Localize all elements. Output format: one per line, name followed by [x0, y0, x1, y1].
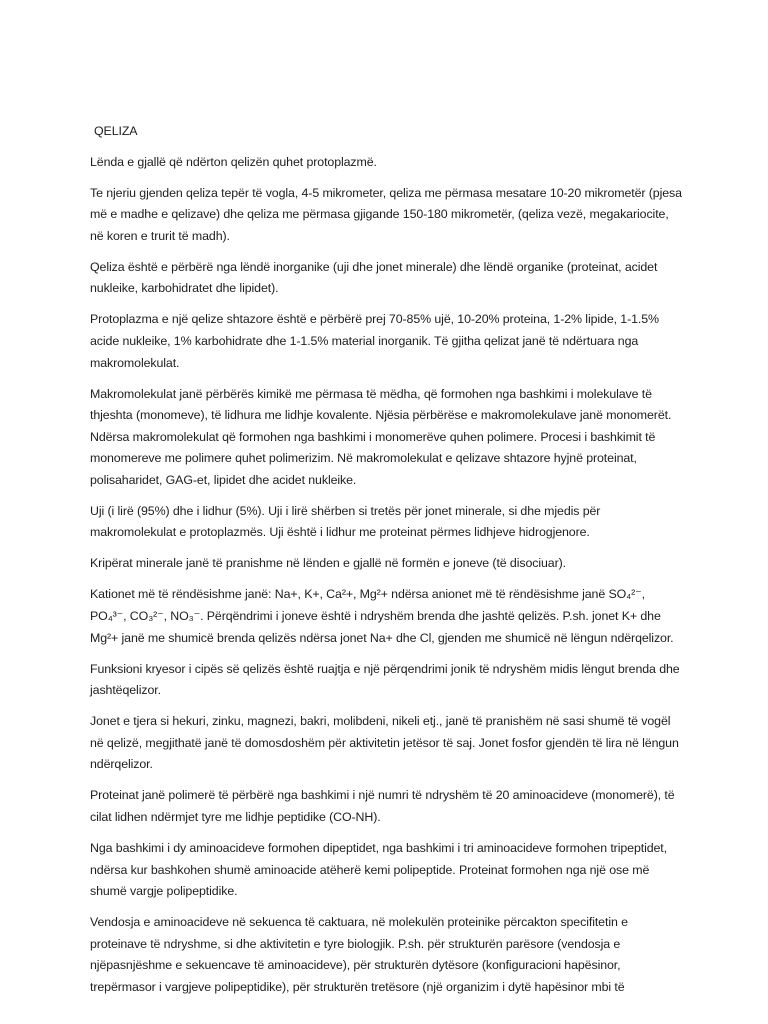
paragraph: Nga bashkimi i dy aminoacideve formohen dipeptidet, nga bashkimi i tri aminoacideve formohen tripeptidet, ndërsa kur bashkohen shumë aminoacide atëherë kemi polipeptide. Proteinat formohen nga një ose më shumë vargje polipeptidike.	[90, 840, 667, 899]
paragraph: Protoplazma e një qelize shtazore është e përbërë prej 70-85% ujë, 10-20% proteina, 1-2% lipide, 1-1.5% acide nukleike, 1% karbohidrate dhe 1-1.5% material inorganik. Të gjitha qelizat janë të ndërtuara nga makromolekulat.	[90, 312, 659, 370]
paragraph: Lënda e gjallë që ndërton qelizën quhet protoplazmë.	[90, 154, 377, 169]
paragraph: Qeliza është e përbërë nga lëndë inorganike (uji dhe jonet minerale) dhe lëndë organike (proteinat, acidet nukleike, karbohidratet dhe lipidet).	[90, 259, 658, 296]
paragraph: Uji (i lirë (95%) dhe i lidhur (5%). Uji i lirë shërben si tretës për jonet minerale, si dhe mjedis për makromolekulat e protoplazmës. Uji është i lidhur me proteinat përmes lidhjeve hidrogjenore.	[90, 503, 601, 540]
paragraph: Kationet më të rëndësishme janë: Na+, K+, Ca²+, Mg²+ ndërsa anionet më të rëndësishme janë SO₄²⁻, PO₄³⁻, CO₃²⁻, NO₃⁻. Përqëndrimi i joneve është i ndryshëm brenda dhe jashtë qelizës. P.sh. jonet K+ dhe Mg²+ janë me shumicë brenda qelizës ndërsa jonet Na+ dhe Cl, gjenden me shumicë në lëngun ndërqelizor.	[90, 587, 674, 645]
document-body	[90, 121, 682, 1008]
paragraph: Jonet e tjera si hekuri, zinku, magnezi, bakri, molibdeni, nikeli etj., janë të pranishëm në sasi shumë të vogël në qelizë, megjithatë janë të domosdoshëm për aktivitetin jetësor të saj. Jonet fosfor gjendën të lira në lëngun ndërqelizor.	[90, 714, 679, 772]
paragraph: Funksioni kryesor i cipës së qelizës është ruajtja e një përqendrimi jonik të ndryshëm midis lëngut brenda dhe jashtëqelizor.	[90, 661, 680, 698]
paragraph: Te njeriu gjenden qeliza tepër të vogla, 4-5 mikrometer, qeliza me përmasa mesatare 10-20 mikrometër (pjesa më e madhe e qelizave) dhe qeliza me përmasa gjigande 150-180 mikrometër, (qeliza vezë, megakariocite, në koren e trurit të madh).	[90, 185, 682, 243]
paragraph: Makromolekulat janë përbërës kimikë me përmasa të mëdha, që formohen nga bashkimi i molekulave të thjeshta (monomeve), të lidhura me lidhje kovalente. Njësia përbërëse e makromolekulave janë monomerët. Ndërsa makromolekulat që formohen nga bashkimi i monomerëve quhen polimere. Procesi i bashkimit të monomereve me polimere quhet polimerizim. Në makromolekulat e qelizave shtazore hyjnë proteinat, polisaharidet, GAG-et, lipidet dhe acidet nukleike.	[90, 386, 672, 487]
paragraph: Kripërat minerale janë të pranishme në lënden e gjallë në formën e joneve (të disociuar).	[90, 556, 566, 571]
document-title: QELIZA	[94, 124, 138, 138]
paragraph: Proteinat janë polimerë të përbërë nga bashkimi i një numri të ndryshëm të 20 aminoacideve (monomerë), të cilat lidhen ndërmjet tyre me lidhje peptidike (CO-NH).	[90, 788, 675, 824]
paragraph: Vendosja e aminoacideve në sekuenca të caktuara, në molekulën proteinike përcakton specifitetin e proteinave të ndryshme, si dhe aktivitetin e tyre biologjik. P.sh. për strukturën parësore (vendosja e njëpasnjëshme e sekuencave të aminoacideve), për strukturën dytësore (konfiguracioni hapësinor, trepërmasor i vargjeve polipeptidike), për strukturën tretësore (një organizim i dytë hapësinor mbi të	[90, 915, 628, 994]
